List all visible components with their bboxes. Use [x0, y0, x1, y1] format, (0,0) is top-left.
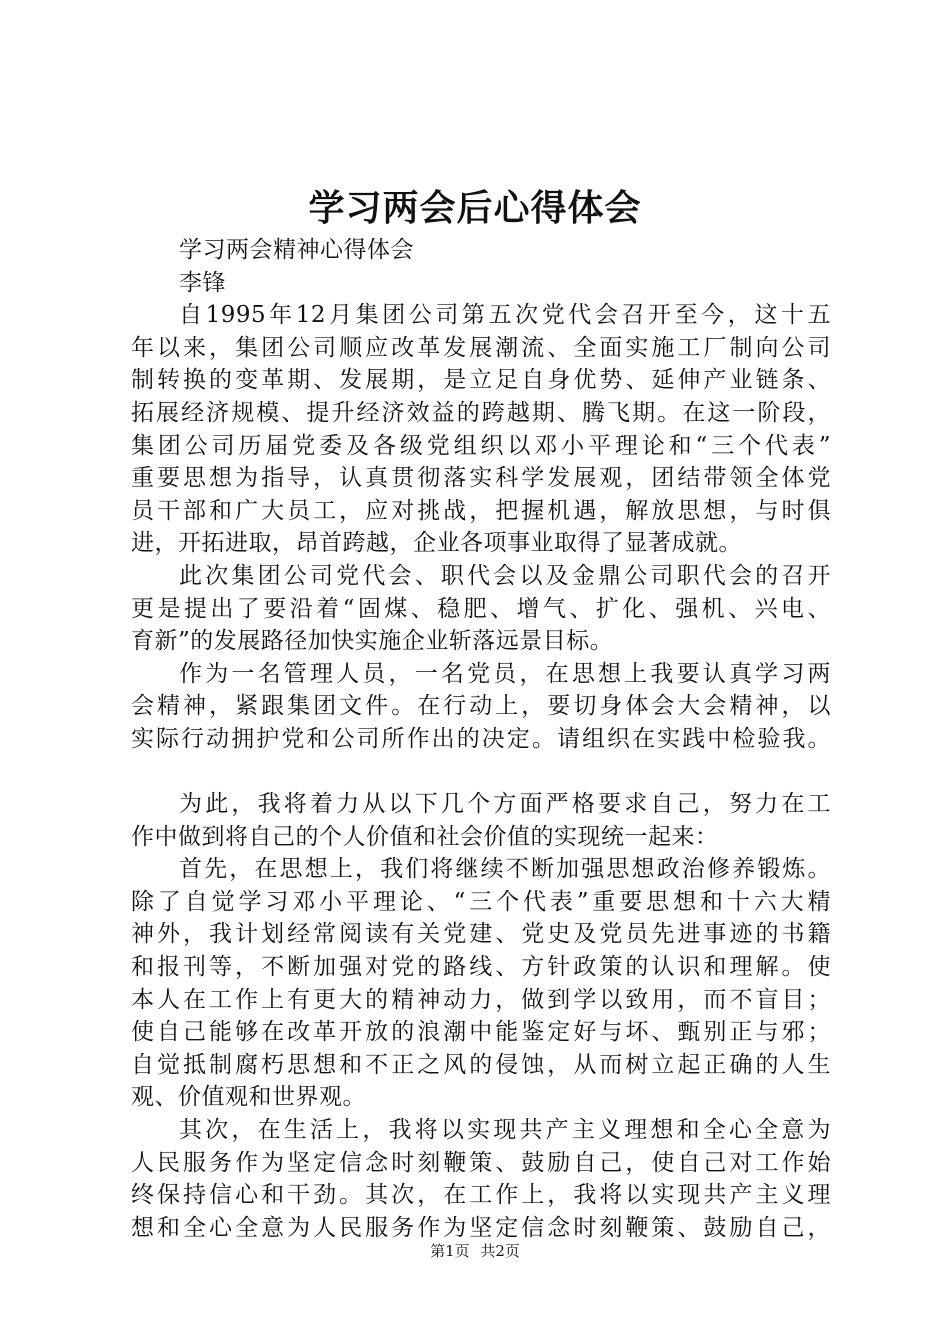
text-line: 拓展经济规模、提升经济效益的跨越期、腾飞期。在这一阶段， — [131, 399, 831, 426]
text-line: 年以来，集团公司顺应改革发展潮流、全面实施工厂制向公司 — [131, 334, 831, 361]
text-line: 作中做到将自己的个人价值和社会价值的实现统一起来： — [131, 823, 719, 850]
page-total: 共2页 — [480, 1242, 520, 1260]
text-line: 此次集团公司党代会、职代会以及金鼎公司职代会的召开 — [179, 562, 831, 589]
text-line: 想和全心全意为人民服务作为坚定信念时刻鞭策、鼓励自己， — [131, 1214, 831, 1241]
text-line: 除了自觉学习邓小平理论、“三个代表”重要思想和十六大精 — [131, 888, 831, 915]
text-line: 人民服务作为坚定信念时刻鞭策、鼓励自己，使自己对工作始 — [131, 1149, 831, 1176]
page-footer — [0, 1241, 950, 1261]
text-line: 制转换的变革期、发展期，是立足自身优势、延伸产业链条、 — [131, 367, 831, 394]
text-line: 终保持信心和干劲。其次，在工作上，我将以实现共产主义理 — [131, 1182, 831, 1209]
text-line: 自觉抵制腐朽思想和不正之风的侵蚀，从而树立起正确的人生 — [131, 1051, 831, 1078]
document-title: 学习两会后心得体会 — [308, 187, 642, 229]
document-body — [131, 234, 831, 1244]
text-line: 作为一名管理人员，一名党员，在思想上我要认真学习两 — [179, 660, 831, 687]
text-line: 实际行动拥护党和公司所作出的决定。请组织在实践中检验我。 — [131, 725, 831, 752]
text-line: 使自己能够在改革开放的浪潮中能鉴定好与坏、甄别正与邪； — [131, 1019, 831, 1046]
text-line: 首先，在思想上，我们将继续不断加强思想政治修养锻炼。 — [179, 856, 831, 883]
text-line: 更是提出了要沿着“固煤、稳肥、增气、扩化、强机、兴电、 — [131, 595, 831, 622]
text-line: 其次，在生活上，我将以实现共产主义理想和全心全意为 — [179, 1117, 831, 1144]
text-line: 观、价值观和世界观。 — [131, 1084, 366, 1111]
text-line: 育新”的发展路径加快实施企业斩落远景目标。 — [131, 628, 614, 655]
text-line: 员干部和广大员工，应对挑战，把握机遇，解放思想，与时俱 — [131, 497, 831, 524]
text-line: 重要思想为指导，认真贯彻落实科学发展观，团结带领全体党 — [131, 465, 831, 492]
text-line: 学习两会精神心得体会 — [179, 237, 414, 263]
text-line: 进，开拓进取，昂首跨越，企业各项事业取得了显著成就。 — [131, 530, 742, 557]
text-line: 神外，我计划经常阅读有关党建、党史及党员先进事迹的书籍 — [131, 921, 831, 948]
text-line: 集团公司历届党委及各级党组织以邓小平理论和“三个代表” — [131, 432, 831, 459]
blank-line — [131, 756, 831, 789]
text-line: 为此，我将着力从以下几个方面严格要求自己，努力在工 — [179, 791, 831, 818]
page-number: 第1页 — [430, 1242, 470, 1260]
text-line: 自1995年12月集团公司第五次党代会召开至今，这十五 — [179, 302, 831, 329]
text-line: 和报刊等，不断加强对党的路线、方针政策的认识和理解。使 — [131, 954, 831, 981]
text-line: 会精神，紧跟集团文件。在行动上，要切身体会大会精神，以 — [131, 693, 831, 720]
text-line: 本人在工作上有更大的精神动力，做到学以致用，而不盲目； — [131, 986, 831, 1013]
text-line: 李锋 — [179, 269, 226, 296]
